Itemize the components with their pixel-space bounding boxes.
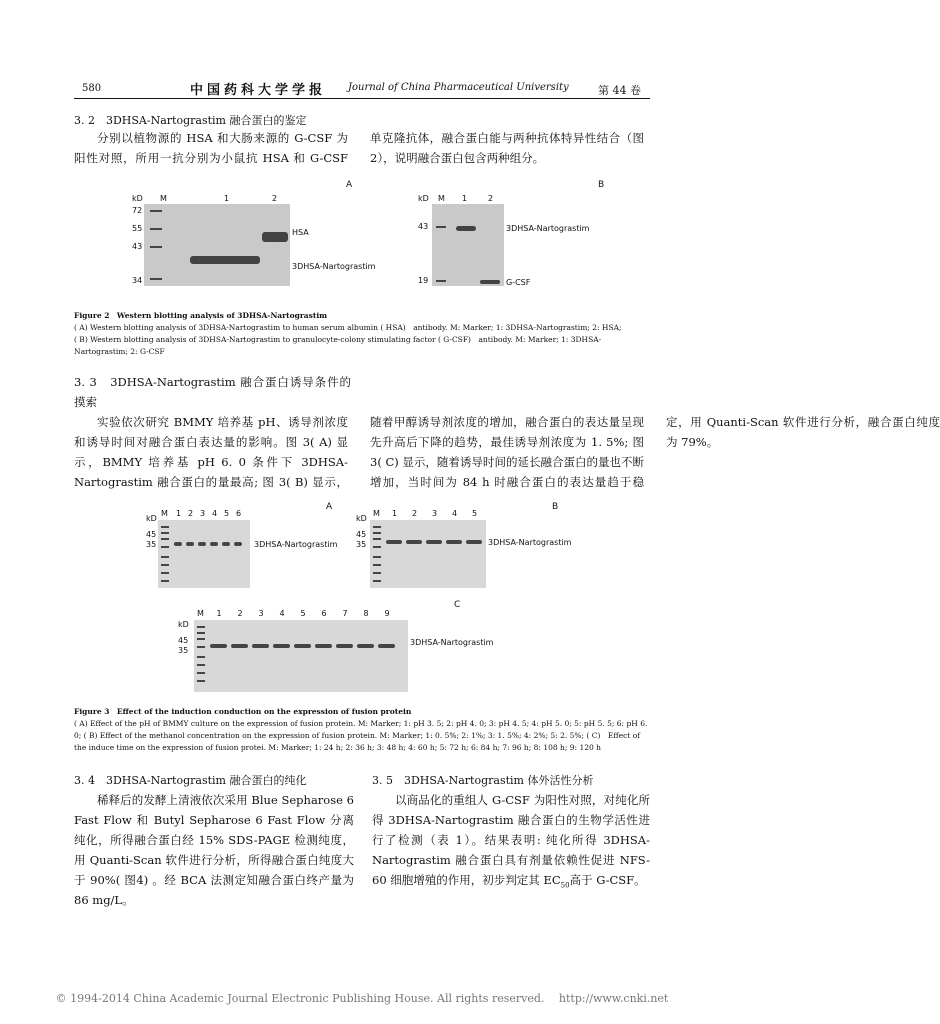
figure-2-caption	[74, 310, 650, 358]
fig3c-marker-band	[197, 664, 205, 666]
fig3b-lane-label: 5	[472, 509, 478, 518]
fig3c-lane-label: 7	[342, 609, 348, 618]
fig2a-marker-band	[150, 246, 162, 248]
fig3c-lane-label: 1	[216, 609, 222, 618]
section-3-5-body	[372, 790, 650, 895]
fig3c-marker-band	[197, 638, 205, 640]
figure-3	[74, 500, 650, 696]
fig2a-mw-43: 43	[132, 242, 143, 251]
fig3a-marker-band	[161, 572, 169, 574]
fig3b-marker-band	[373, 538, 381, 540]
fig3c-lane-label: 2	[237, 609, 243, 618]
journal-title-cn: 中国药科大学学报	[190, 83, 327, 98]
fig3c-kd: kD	[178, 620, 189, 629]
fig2a-mw-34: 34	[132, 276, 143, 285]
journal-title-en: Journal of China Pharmaceutical University	[348, 82, 569, 93]
fig3b-marker-band	[373, 564, 381, 566]
fig3b-marker-band	[373, 580, 381, 582]
figure-3-caption	[74, 706, 650, 754]
fig2a-marker: M	[160, 194, 167, 203]
fig3c-gel	[194, 620, 408, 692]
fig2a-mw-72: 72	[132, 206, 143, 215]
fig3a-lane-band	[186, 542, 194, 546]
fig3c-lane-band	[315, 644, 332, 648]
fig3-panel-b-label: B	[552, 502, 559, 512]
fig3c-mw-35: 35	[178, 646, 189, 655]
fig3a-marker-band	[161, 538, 169, 540]
fig3a-marker-band	[161, 532, 169, 534]
section-3-4-body: 稀释后的发酵上清液依次采用 Blue Sepharose 6 Fast Flow 和 Butyl Sepharose 6 Fast Flow 分离纯化，所得融合蛋白经 15% SDS-PAGE 检测纯度，用 Quanti-Scan 软件进行分析，所得融合蛋白纯度大于 90%( 图4) 。经 BCA 法测定知融合蛋白终产量为 86 mg/L。	[74, 793, 354, 907]
fig3a-mw-45: 45	[146, 530, 157, 539]
fig2b-marker-band	[436, 226, 446, 228]
fig3b-mw-35: 35	[356, 540, 367, 549]
fig2b-lane-2: 2	[488, 194, 494, 203]
fig3c-lane-label: 5	[300, 609, 306, 618]
fig3c-marker-label: M	[197, 609, 204, 618]
fig3c-lane-band	[357, 644, 374, 648]
copyright-footer: © 1994-2014 China Academic Journal Electronic Publishing House. All rights reserved. http://www.cnki.net	[55, 992, 669, 1005]
fig2b-mw-19: 19	[418, 276, 429, 285]
section-3-3-title: 3. 3 3DHSA-Nartograstim 融合蛋白诱导条件的摸索	[74, 375, 351, 409]
fig2a-hsa-band	[262, 232, 288, 242]
fig3a-lane-band	[210, 542, 218, 546]
section-3-4-title: 3. 4 3DHSA-Nartograstim 融合蛋白的纯化	[74, 774, 307, 787]
fig3b-lane-band	[446, 540, 462, 544]
fig3c-lane-label: 4	[279, 609, 285, 618]
fig3c-lane-band	[252, 644, 269, 648]
fig3a-lane-band	[234, 542, 242, 546]
fig2b-marker-band	[436, 280, 446, 282]
fig3a-lane-label: 6	[236, 509, 242, 518]
fig3b-marker-label: M	[373, 509, 380, 518]
fig3b-lane-label: 2	[412, 509, 418, 518]
fig3b-lane-band	[406, 540, 422, 544]
fig3b-lane-band	[466, 540, 482, 544]
fig3a-lane-label: 1	[176, 509, 182, 518]
figure-2	[74, 178, 650, 296]
section-3-5-body-post: 高于 G-CSF。	[569, 873, 646, 887]
fig3c-marker-band	[197, 646, 205, 648]
fig3c-marker-band	[197, 632, 205, 634]
fig3-panel-a-label: A	[326, 502, 333, 512]
fig3a-lane-band	[198, 542, 206, 546]
section-3-3-body: 实验依次研究 BMMY 培养基 pH、诱导剂浓度和诱导时间对融合蛋白表达量的影响。图 3( A) 显示，BMMY 培养基 pH 6. 0 条件下 3DHSA-Nartograstim 融合蛋白的量最高; 图 3( B) 显示，随着甲醇诱导剂浓度的增加，融合蛋白的表达量呈现先升高后下降的趋势，最佳诱导剂浓度为 1. 5%; 图 3( C) 显示，随着诱导时间的延长融合蛋白的量也不断增加，当时间为 84 h 时融合蛋白的表达量趋于稳定，用 Quanti-Scan 软件进行分析，融合蛋白纯度为 79%。	[74, 415, 940, 489]
fig2b-kd: kD	[418, 194, 429, 203]
fig3a-mw-35: 35	[146, 540, 157, 549]
fig3b-lane-label: 1	[392, 509, 398, 518]
section-3-2-title: 3. 2 3DHSA-Nartograstim 融合蛋白的鉴定	[74, 114, 307, 127]
fig3c-lane-label: 8	[363, 609, 369, 618]
fig2b-gcsf-band	[480, 280, 500, 284]
fig3a-marker-band	[161, 526, 169, 528]
fig3c-lane-band	[273, 644, 290, 648]
fig3c-lane-band	[294, 644, 311, 648]
fig3-caption-title: Figure 3 Effect of the induction conduction on the expression of fusion protein	[74, 707, 412, 716]
fig3a-marker-band	[161, 564, 169, 566]
fig2-panel-b-label: B	[598, 180, 605, 190]
fig3-caption-body: ( A) Effect of the pH of BMMY culture on the expression of fusion protein. M: Marker; 1: pH 3. 5; 2: pH 4. 0; 3: pH 4. 5; 4: pH 5. 0; 5: pH 5. 5; 6: pH 6. 0; ( B) Effect of the methanol concentration on the expression of fusion protein. M: Marker; 1: 0. 5%; 2: 1%; 3: 1. 5%; 4: 2%; 5: 2. 5%; ( C) Effect of the induce time on the expression of fusion protei. M: Marker; 1: 24 h; 2: 36 h; 3: 48 h; 4: 60 h; 5: 72 h; 6: 84 h; 7: 96 h; 8: 108 h; 9: 120 h	[74, 719, 648, 752]
fig2b-band-label-fusion: 3DHSA-Nartograstim	[506, 224, 590, 233]
fig3c-marker-band	[197, 680, 205, 682]
fig2a-band-label-fusion: 3DHSA-Nartograstim	[292, 262, 376, 271]
page-number: 580	[82, 83, 102, 94]
section-3-5-title: 3. 5 3DHSA-Nartograstim 体外活性分析	[372, 774, 594, 787]
fig2b-lane-1: 1	[462, 194, 468, 203]
fig3b-lane-band	[386, 540, 402, 544]
fig3b-marker-band	[373, 556, 381, 558]
fig3a-kd: kD	[146, 514, 157, 523]
fig2b-mw-43: 43	[418, 222, 429, 231]
fig3a-band-label: 3DHSA-Nartograstim	[254, 540, 338, 549]
fig2a-mw-55: 55	[132, 224, 143, 233]
fig3c-lane-band	[231, 644, 248, 648]
fig3b-marker-band	[373, 532, 381, 534]
fig2-caption-a: ( A) Western blotting analysis of 3DHSA-Nartograstim to human serum albumin ( HSA) antibody. M: Marker; 1: 3DHSA-Nartograstim; 2: HSA;	[74, 323, 622, 332]
fig2a-fusion-band	[190, 256, 260, 264]
fig3c-lane-label: 6	[321, 609, 327, 618]
fig2-panel-a-label: A	[346, 180, 353, 190]
fig3b-lane-band	[426, 540, 442, 544]
fig3c-mw-45: 45	[178, 636, 189, 645]
fig3a-marker-band	[161, 580, 169, 582]
section-3-5-ec-sub: 50	[560, 881, 570, 890]
fig3b-marker-band	[373, 526, 381, 528]
fig3-panel-c-label: C	[454, 600, 461, 610]
fig2a-lane-2: 2	[272, 194, 278, 203]
fig3a-marker-label: M	[161, 509, 168, 518]
header-rule	[74, 98, 650, 99]
section-3-2-body: 分别以植物源的 HSA 和大肠来源的 G-CSF 为阳性对照，所用一抗分别为小鼠抗 HSA 和 G-CSF 单克隆抗体，融合蛋白能与两种抗体特异性结合（图 2），说明融合蛋白包含两种组分。	[74, 131, 644, 165]
fig3c-marker-band	[197, 672, 205, 674]
fig2b-fusion-band	[456, 226, 476, 231]
fig3b-kd: kD	[356, 514, 367, 523]
fig3c-marker-band	[197, 626, 205, 628]
fig2a-band-label-hsa: HSA	[292, 228, 309, 237]
fig3c-lane-band	[336, 644, 353, 648]
fig3c-lane-label: 9	[384, 609, 390, 618]
fig3b-lane-label: 3	[432, 509, 438, 518]
fig3a-marker-band	[161, 556, 169, 558]
volume-label: 第 44 卷	[598, 84, 641, 97]
fig2-caption-title: Figure 2 Western blotting analysis of 3DHSA-Nartograstim	[74, 311, 328, 320]
fig3a-lane-label: 5	[224, 509, 230, 518]
fig3b-band-label: 3DHSA-Nartograstim	[488, 538, 572, 547]
fig3a-lane-band	[174, 542, 182, 546]
section-3-5-body-pre: 以商品化的重组人 G-CSF 为阳性对照，对纯化所得 3DHSA-Nartograstim 融合蛋白的生物学活性进行了检测（表 1）。结果表明: 纯化所得 3DHSA-Nartograstim 融合蛋白具有剂量依赖性促进 NFS-60 细胞增殖的作用，初步判定其 EC	[372, 793, 650, 887]
fig3b-marker-band	[373, 572, 381, 574]
fig3c-lane-band	[210, 644, 227, 648]
fig3a-marker-band	[161, 546, 169, 548]
fig3b-mw-45: 45	[356, 530, 367, 539]
fig2b-blot	[432, 204, 504, 286]
fig3c-band-label: 3DHSA-Nartograstim	[410, 638, 494, 647]
fig3a-lane-band	[222, 542, 230, 546]
fig3a-lane-label: 2	[188, 509, 194, 518]
fig2a-blot	[144, 204, 290, 286]
fig2a-kd: kD	[132, 194, 143, 203]
fig2a-marker-band	[150, 210, 162, 212]
fig2b-band-label-gcsf: G-CSF	[506, 278, 531, 287]
fig2-caption-b: ( B) Western blotting analysis of 3DHSA-Nartograstim to granulocyte-colony stimulating factor ( G-CSF) antibody. M: Marker; 1: 3DHSA-Nartograstim; 2: G-CSF	[74, 335, 602, 356]
fig3a-gel	[158, 520, 250, 588]
fig2a-lane-1: 1	[224, 194, 230, 203]
fig2a-marker-band	[150, 278, 162, 280]
fig3c-marker-band	[197, 656, 205, 658]
fig2b-marker: M	[438, 194, 445, 203]
fig3c-lane-label: 3	[258, 609, 264, 618]
fig2a-marker-band	[150, 228, 162, 230]
fig3a-lane-label: 3	[200, 509, 206, 518]
fig3b-marker-band	[373, 546, 381, 548]
fig3a-lane-label: 4	[212, 509, 218, 518]
fig3c-lane-band	[378, 644, 395, 648]
fig3b-gel	[370, 520, 486, 588]
fig3b-lane-label: 4	[452, 509, 458, 518]
